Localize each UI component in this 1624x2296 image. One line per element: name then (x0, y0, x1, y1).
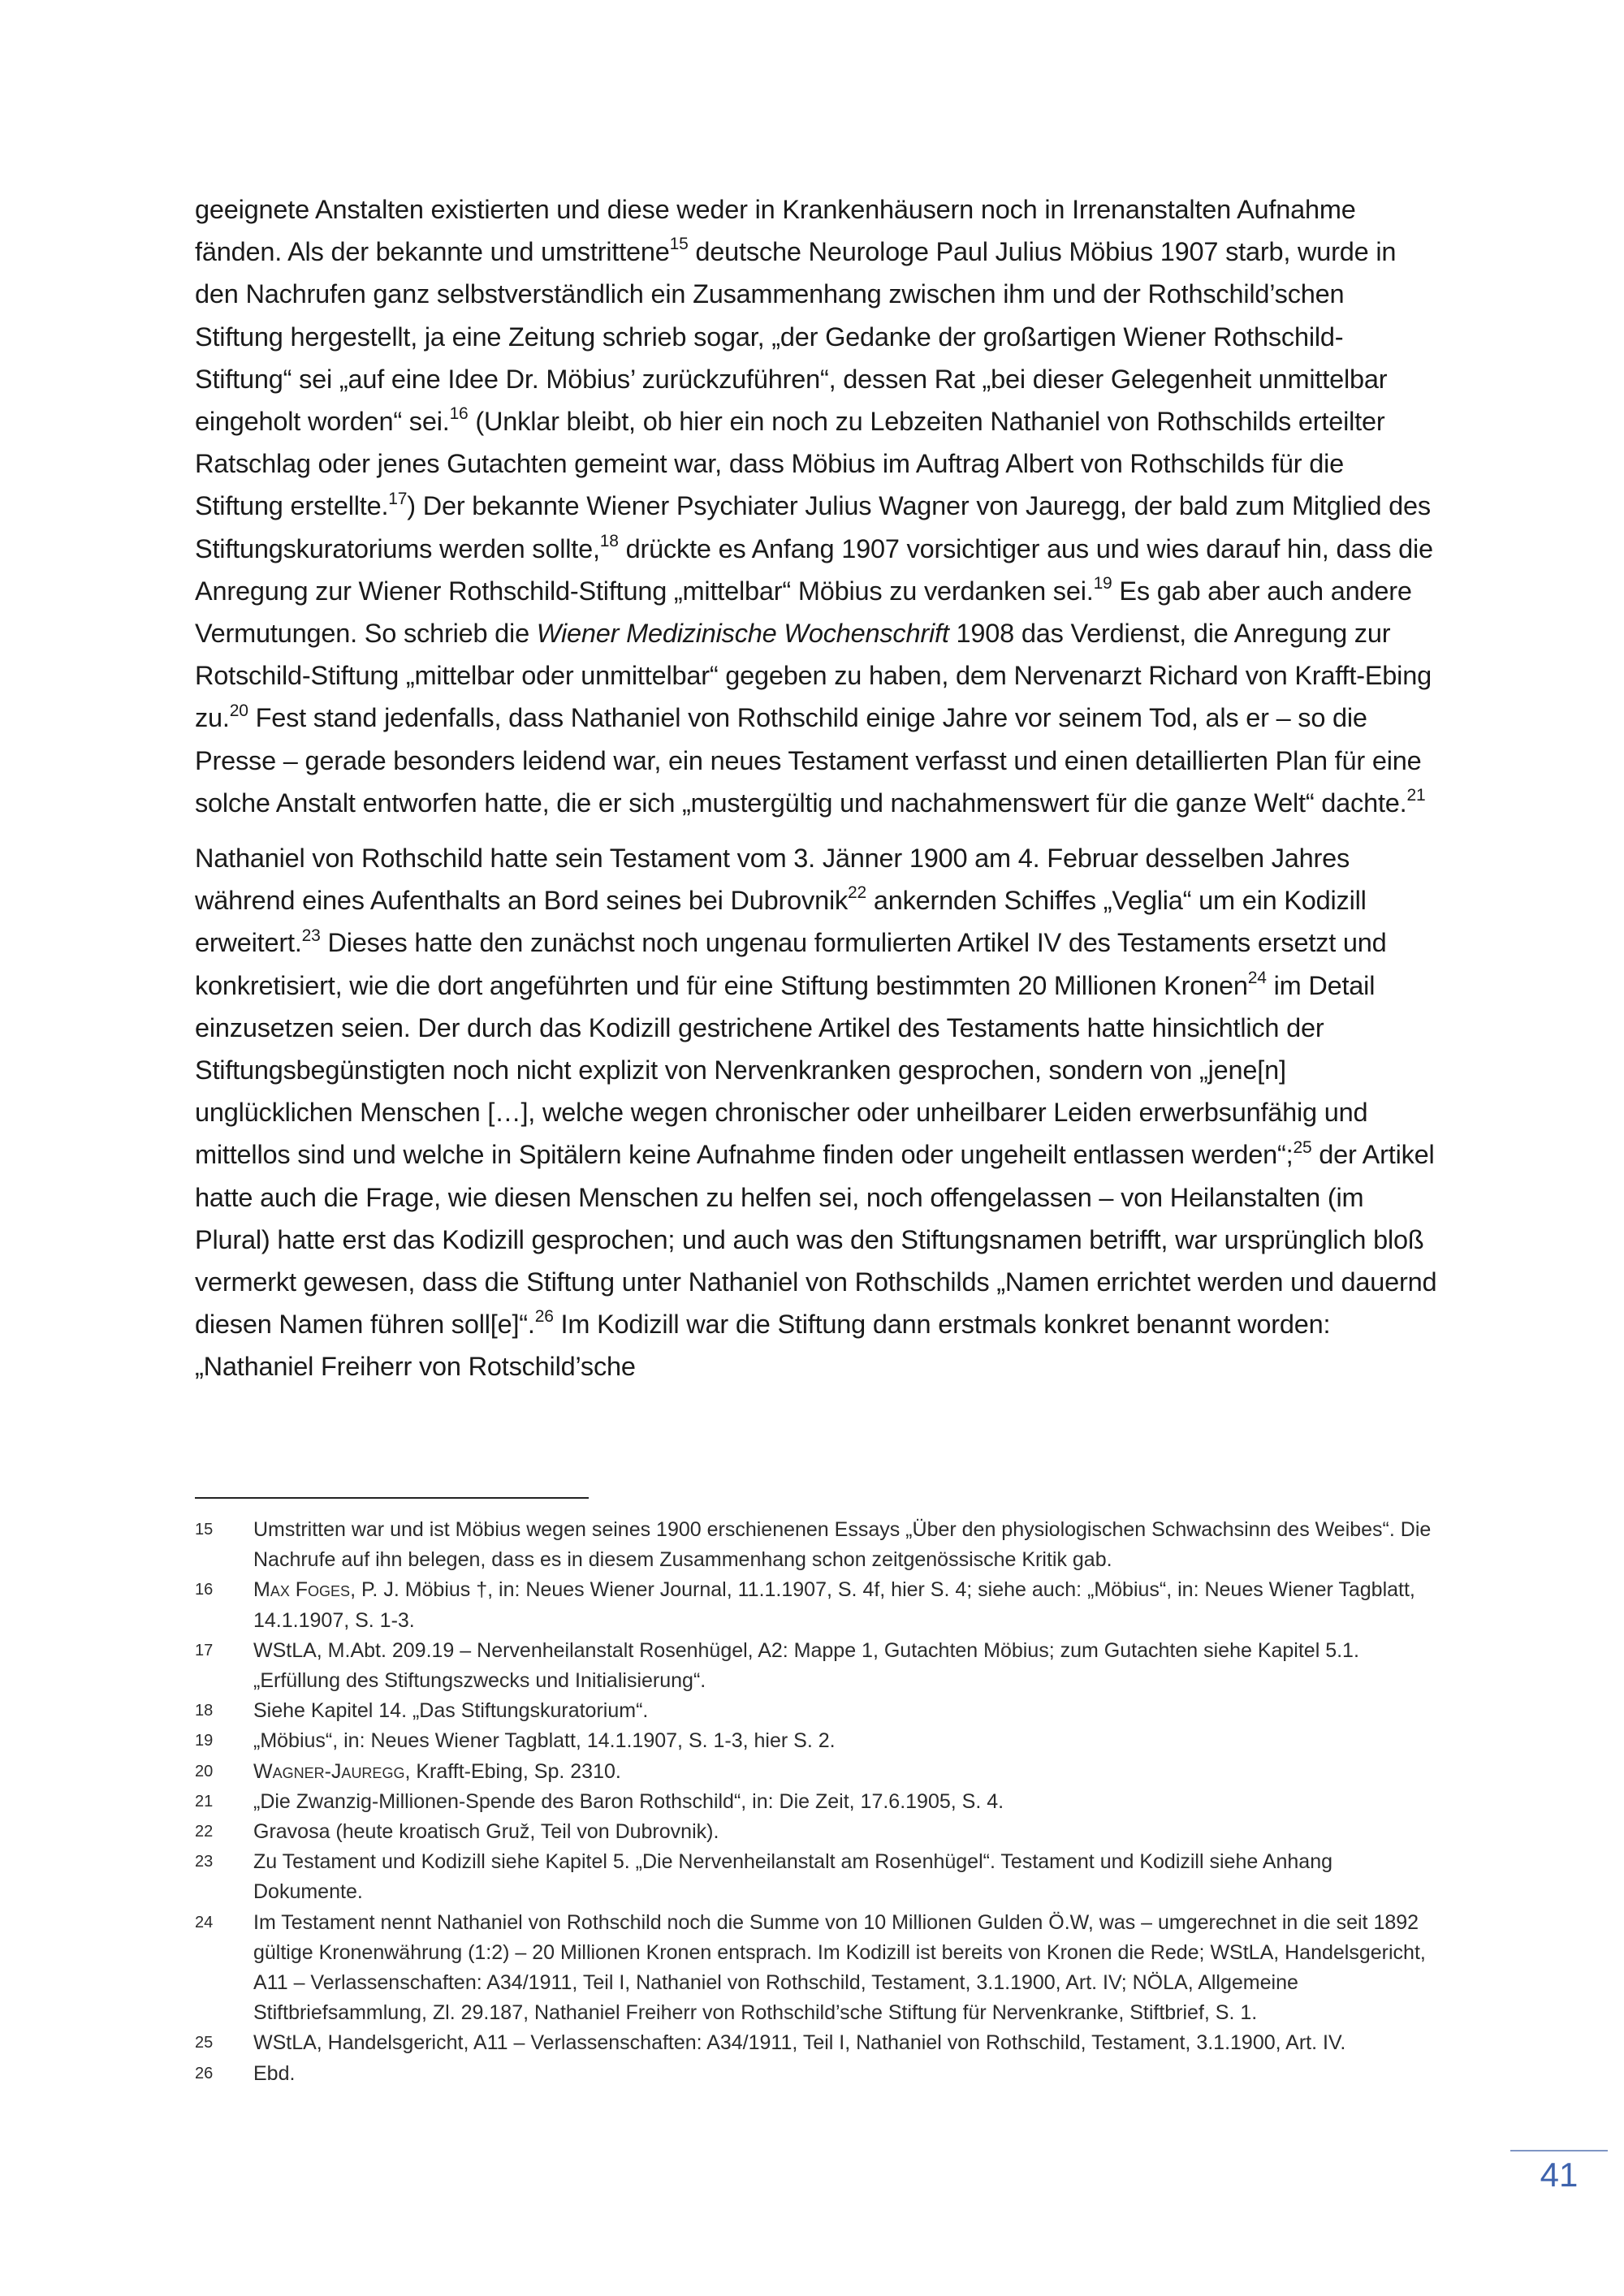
footnote-text: Umstritten war und ist Möbius wegen seines 1900 erschienenen Essays „Über den physiologischen Schwachsinn des Weibes“. Die Nachrufe auf ihn belegen, dass es in diesem Zusammenhang schon zeitgenössische Kritik gab. (253, 1518, 1432, 1572)
author-name: Wagner-Jauregg (253, 1759, 405, 1783)
footnote-number: 15 (195, 1521, 214, 1539)
footnote-ref-21[interactable]: 21 (1406, 786, 1426, 805)
footnote-number: 20 (195, 1762, 214, 1780)
footnote-number: 24 (195, 1913, 214, 1931)
footnote-ref-23[interactable]: 23 (301, 926, 321, 945)
footnote-number: 21 (195, 1792, 214, 1810)
footnote-text: WStLA, M.Abt. 209.19 – Nervenheilanstalt Rosenhügel, A2: Mappe 1, Gutachten Möbius; zum Gutachten siehe Kapitel 5.1. „Erfüllung des Stiftungszwecks und Initialisierung“. (253, 1638, 1359, 1693)
author-name: Max Foges (253, 1578, 351, 1602)
footnote-text: WStLA, Handelsgericht, A11 – Verlassenschaften: A34/1911, Teil I, Nathaniel von Rothschild, Testament, 3.1.1900, Art. IV. (253, 2031, 1346, 2055)
footnote-26 (195, 2059, 1445, 2089)
footnote-text: „Möbius“, in: Neues Wiener Tagblatt, 14.1.1907, S. 1-3, hier S. 2. (253, 1729, 836, 1753)
footnote-number: 23 (195, 1853, 214, 1871)
footnote-22 (195, 1817, 1445, 1847)
footnote-text: Zu Testament und Kodizill siehe Kapitel 5. „Die Nervenheilanstalt am Rosenhügel“. Testament und Kodizill siehe Anhang Dokumente. (253, 1850, 1333, 1904)
footnote-number: 19 (195, 1732, 214, 1750)
footnote-ref-17[interactable]: 17 (388, 489, 408, 508)
footnote-text: „Die Zwanzig-Millionen-Spende des Baron Rothschild“, in: Die Zeit, 17.6.1905, S. 4. (253, 1789, 1004, 1813)
footnote-text: Gravosa (heute kroatisch Gruž, Teil von Dubrovnik). (253, 1820, 719, 1844)
footnote-separator (195, 1497, 589, 1499)
body-text (195, 188, 1437, 1388)
footnote-ref-26[interactable]: 26 (534, 1307, 554, 1327)
footnote-25 (195, 2028, 1445, 2058)
footnote-19 (195, 1726, 1445, 1756)
footnote-21 (195, 1787, 1445, 1817)
footnote-number: 25 (195, 2034, 214, 2052)
footnote-text: Max Foges, P. J. Möbius †, in: Neues Wiener Journal, 11.1.1907, S. 4f, hier S. 4; siehe auch: „Möbius“, in: Neues Wiener Tagblatt, 14.1.1907, S. 1-3. (253, 1578, 1415, 1632)
footnote-20 (195, 1757, 1445, 1787)
footnote-text: Wagner-Jauregg, Krafft-Ebing, Sp. 2310. (253, 1759, 621, 1783)
footnote-ref-19[interactable]: 19 (1093, 574, 1112, 593)
paragraph-2: Nathaniel von Rothschild hatte sein Testament vom 3. Jänner 1900 am 4. Februar desselben Jahres während eines Aufenthalts an Bord seines bei Dubrovnik$^{22}$ ankernden Schiffes „Veglia“ um ein Kodizill erweitert.$^{23}$ Dieses hatte den zunächst noch ungenau formulierten Artikel IV des Testaments ersetzt und konkretisiert, wie die dort angeführten und für eine Stiftung bestimmten 20 Millionen Kronen$^{24}$ im Detail einzusetzen seien. Der durch das Kodizill gestrichene Artikel des Testaments hatte hinsichtlich der Stiftungsbegünstigten noch nicht explizit von Nervenkranken gesprochen, sondern von „jene[n] unglücklichen Menschen […], welche wegen chronischer oder unheilbarer Leiden erwerbsunfähig und mittellos sind und welche in Spitälern keine Aufnahme finden oder ungeheilt entlassen werden“;$^{25}$ der Artikel hatte auch die Frage, wie diesen Menschen zu helfen sei, noch offengelassen – von Heilanstalten (im Plural) hatte erst das Kodizill gesprochen; und auch was den Stiftungsnamen betrifft, war ursprünglich bloß vermerkt gewesen, dass die Stiftung unter Nathaniel von Rothschilds „Namen errichtet werden und dauernd diesen Namen führen soll[e]“.$^{26}$ Im Kodizill war die Stiftung dann erstmals konkret benannt worden: „Nathaniel Freiherr von Rotschild’sche (195, 844, 1437, 1382)
footnote-number: 16 (195, 1581, 214, 1599)
footnote-ref-20[interactable]: 20 (229, 701, 248, 720)
footnote-text: Ebd. (253, 2061, 296, 2085)
footnote-ref-16[interactable]: 16 (449, 404, 469, 424)
footnote-17 (195, 1636, 1445, 1696)
footnote-number: 18 (195, 1702, 214, 1720)
footnote-ref-25[interactable]: 25 (1293, 1137, 1312, 1157)
footnote-24 (195, 1908, 1445, 2029)
footnotes (195, 1515, 1445, 2089)
journal-title: Wiener Medizinische Wochenschrift (536, 619, 949, 649)
footnote-ref-22[interactable]: 22 (848, 883, 866, 903)
footnote-23 (195, 1847, 1445, 1907)
footnote-number: 26 (195, 2064, 214, 2082)
paragraph-1: geeignete Anstalten existierten und diese weder in Krankenhäusern noch in Irrenanstalten Aufnahme fänden. Als der bekannte und umstrittene$^{15}$ deutsche Neurologe Paul Julius Möbius 1907 starb, wurde in den Nachrufen ganz selbstverständlich ein Zusammenhang zwischen ihm und der Rothschild’schen Stiftung hergestellt, ja eine Zeitung schrieb sogar, „der Gedanke der großartigen Wiener Rothschild-Stiftung“ sei „auf eine Idee Dr. Möbius’ zurückzuführen“, dessen Rat „bei dieser Gelegenheit unmittelbar eingeholt worden“ sei.$^{16}$ (Unklar bleibt, ob hier ein noch zu Lebzeiten Nathaniel von Rothschilds erteilter Ratschlag oder jenes Gutachten gemeint war, dass Möbius im Auftrag Albert von Rothschilds für die Stiftung erstellte.$^{17}$) Der bekannte Wiener Psychiater Julius Wagner von Jauregg, der bald zum Mitglied des Stiftungskuratoriums werden sollte,$^{18}$ drückte es Anfang 1907 vorsichtiger aus und wies darauf hin, dass die Anregung zur Wiener Rothschild-Stiftung „mittelbar“ Möbius zu verdanken sei.$^{19}$ Es gab aber auch andere Vermutungen. So schrieb die Wiener Medizinische Wochenschrift 1908 das Verdienst, die Anregung zur Rotschild-Stiftung „mittelbar oder unmittelbar“ gegeben zu haben, dem Nervenarzt Richard von Krafft-Ebing zu.$^{20}$ Fest stand jedenfalls, dass Nathaniel von Rothschild einige Jahre vor seinem Tod, als er – so die Presse – gerade besonders leidend war, ein neues Testament verfasst und einen detaillierten Plan für eine solche Anstalt entworfen hatte, die er sich „mustergültig und nachahmenswert für die ganze Welt“ dachte.$^{21}$ (195, 195, 1433, 818)
page-number-rule (1510, 2150, 1608, 2151)
footnote-text: Siehe Kapitel 14. „Das Stiftungskuratorium“. (253, 1699, 649, 1723)
footnote-number: 17 (195, 1641, 214, 1659)
footnote-text: Im Testament nennt Nathaniel von Rothschild noch die Summe von 10 Millionen Gulden Ö.W, was – umgerechnet in die seit 1892 gültige Kronenwährung (1:2) – 20 Millionen Kronen entsprach. Im Kodizill ist bereits von Kronen die Rede; WStLA, Handelsgericht, A11 – Verlassenschaften: A34/1911, Teil I, Nathaniel von Rothschild, Testament, 3.1.1900, Art. IV; NÖLA, Allgemeine Stiftbriefsammlung, Zl. 29.187, Nathaniel Freiherr von Rothschild’sche Stiftung für Nervenkranke, Stiftbrief, S. 1. (253, 1910, 1426, 2025)
footnote-18 (195, 1696, 1445, 1726)
footnote-number: 22 (195, 1823, 214, 1841)
footnote-ref-18[interactable]: 18 (599, 531, 619, 550)
footnote-15 (195, 1515, 1445, 1575)
footnote-ref-15[interactable]: 15 (669, 235, 689, 254)
footnote-16 (195, 1575, 1445, 1635)
page-number: 41 (1540, 2156, 1579, 2194)
footnote-ref-24[interactable]: 24 (1247, 968, 1267, 987)
